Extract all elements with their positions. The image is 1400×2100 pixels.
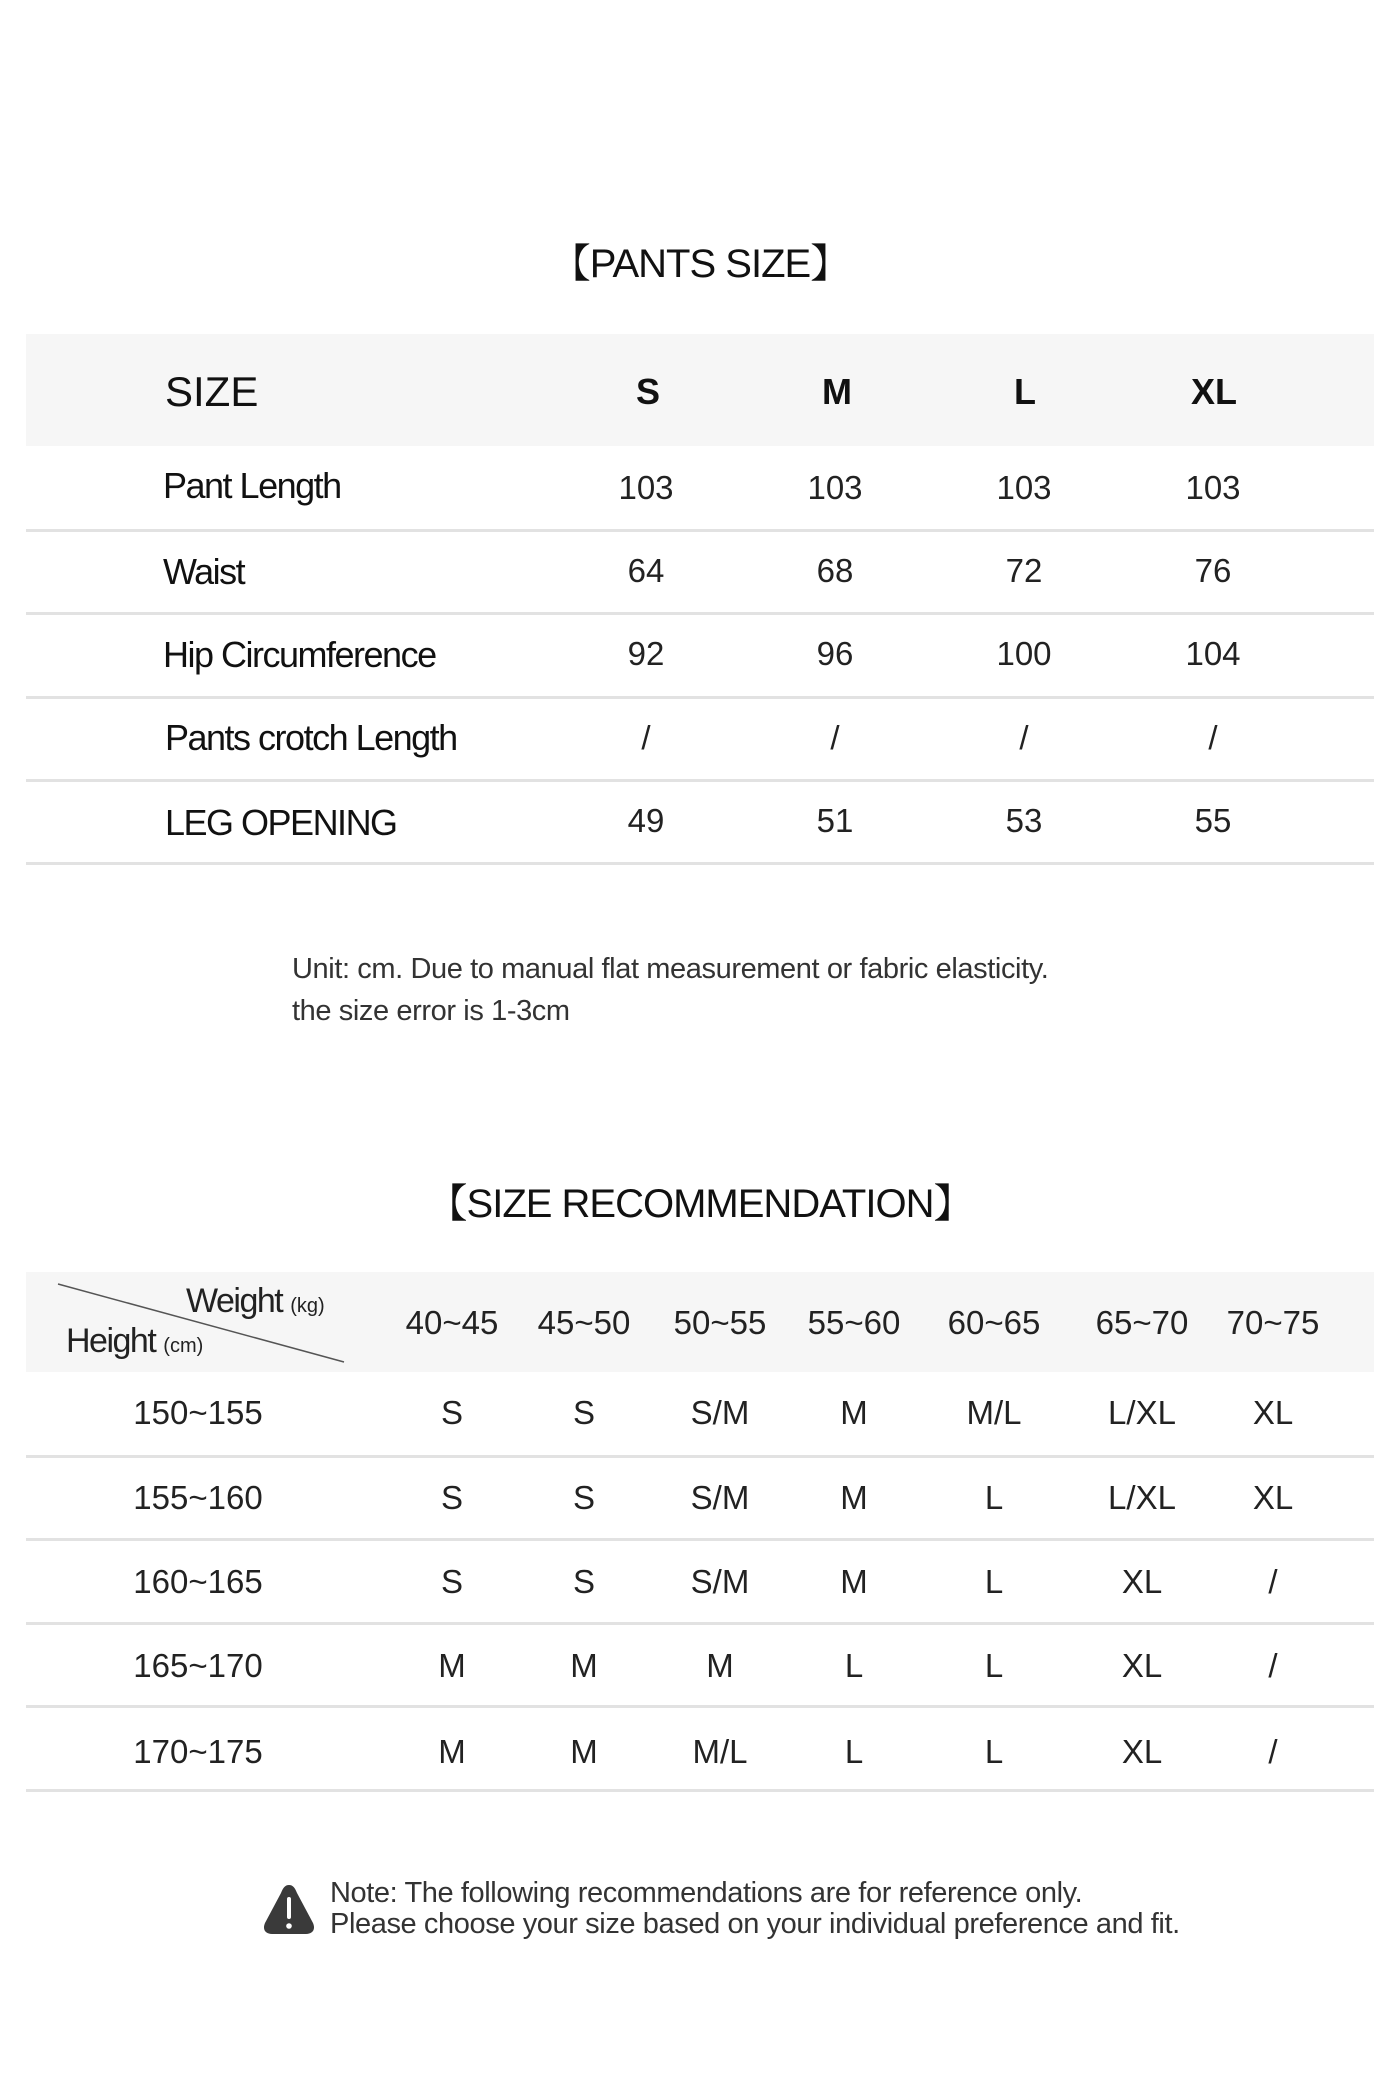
table-cell: M bbox=[840, 1563, 868, 1600]
table-cell: M bbox=[438, 1733, 466, 1770]
measurement-note bbox=[292, 948, 1048, 1032]
height-range-label: 150~155 bbox=[133, 1394, 263, 1431]
table-cell: / bbox=[1268, 1733, 1278, 1770]
row-divider bbox=[26, 696, 1374, 699]
height-range-label: 170~175 bbox=[133, 1733, 263, 1770]
table-cell: M bbox=[706, 1647, 734, 1684]
row-divider bbox=[26, 612, 1374, 615]
table-cell: 103 bbox=[807, 469, 863, 506]
table-cell: M bbox=[438, 1647, 466, 1684]
table-cell: 68 bbox=[816, 552, 854, 589]
measurement-note-line2: the size error is 1-3cm bbox=[292, 995, 570, 1027]
height-range-label: 155~160 bbox=[133, 1479, 263, 1516]
size-header-label: SIZE bbox=[165, 368, 259, 415]
height-axis-label bbox=[66, 1322, 203, 1361]
table-cell: S bbox=[440, 1563, 464, 1600]
row-divider bbox=[26, 1455, 1374, 1458]
table-cell: M bbox=[570, 1733, 598, 1770]
table-cell: / bbox=[1208, 719, 1218, 756]
table-cell: S bbox=[572, 1479, 596, 1516]
weight-range-header: 45~50 bbox=[537, 1304, 631, 1341]
weight-range-header: 65~70 bbox=[1095, 1304, 1189, 1341]
size-header-s: S bbox=[635, 371, 661, 412]
row-divider bbox=[26, 1705, 1374, 1708]
height-range-label: 165~170 bbox=[133, 1647, 263, 1684]
table-cell: M/L bbox=[692, 1733, 748, 1770]
table-cell: S bbox=[440, 1394, 464, 1431]
table-cell: 96 bbox=[816, 635, 854, 672]
size-header-xl: XL bbox=[1190, 371, 1238, 412]
table-cell: S bbox=[440, 1479, 464, 1516]
table-cell: XL bbox=[1121, 1733, 1163, 1770]
weight-unit: (kg) bbox=[290, 1295, 325, 1317]
row-divider bbox=[26, 779, 1374, 782]
table-cell: / bbox=[830, 719, 840, 756]
table-cell: 103 bbox=[996, 469, 1052, 506]
measurement-note-line1: Unit: cm. Due to manual flat measurement or fabric elasticity. bbox=[292, 953, 1049, 985]
table-cell: L bbox=[984, 1479, 1004, 1516]
row-divider bbox=[26, 862, 1374, 865]
table-cell: M bbox=[570, 1647, 598, 1684]
size-header-l: L bbox=[1014, 371, 1036, 412]
table-cell: 53 bbox=[1005, 802, 1043, 839]
pants-size-title: 【PANTS SIZE】 bbox=[550, 242, 850, 286]
table-cell: L/XL bbox=[1108, 1479, 1176, 1516]
row-label-pants-crotch-length: Pants crotch Length bbox=[165, 717, 457, 758]
weight-axis-label bbox=[186, 1282, 325, 1321]
table-cell: M bbox=[840, 1394, 868, 1431]
table-cell: 55 bbox=[1194, 802, 1232, 839]
recommendation-note-line2: Please choose your size based on your individual preference and fit. bbox=[330, 1908, 1180, 1940]
size-header-m: M bbox=[822, 371, 852, 412]
table-cell: 103 bbox=[1185, 469, 1241, 506]
table-cell: / bbox=[1019, 719, 1029, 756]
row-divider bbox=[26, 529, 1374, 532]
height-unit: (cm) bbox=[163, 1335, 204, 1357]
table-cell: 100 bbox=[996, 635, 1052, 672]
row-label-waist: Waist bbox=[163, 551, 245, 592]
recommendation-note-line1: Note: The following recommendations are for reference only. bbox=[330, 1877, 1083, 1909]
corner-header-cell bbox=[26, 1272, 376, 1372]
table-cell: 103 bbox=[618, 469, 674, 506]
row-label-pant-length: Pant Length bbox=[163, 465, 341, 506]
table-cell: S bbox=[572, 1394, 596, 1431]
table-cell: L bbox=[984, 1647, 1004, 1684]
table-cell: M bbox=[840, 1479, 868, 1516]
table-cell: L/XL bbox=[1108, 1394, 1176, 1431]
table-cell: L bbox=[984, 1733, 1004, 1770]
table-cell: / bbox=[1268, 1563, 1278, 1600]
table-cell: XL bbox=[1252, 1479, 1294, 1516]
weight-range-header: 40~45 bbox=[405, 1304, 499, 1341]
size-recommendation-title: 【SIZE RECOMMENDATION】 bbox=[427, 1182, 973, 1226]
table-cell: XL bbox=[1121, 1647, 1163, 1684]
table-cell: L bbox=[844, 1733, 864, 1770]
table-cell: / bbox=[641, 719, 651, 756]
table-cell: 72 bbox=[1005, 552, 1043, 589]
warning-icon bbox=[262, 1883, 316, 1935]
table-cell: 49 bbox=[627, 802, 665, 839]
table-cell: L bbox=[984, 1563, 1004, 1600]
row-divider bbox=[26, 1789, 1374, 1792]
table-cell: S/M bbox=[690, 1479, 750, 1516]
recommendation-note bbox=[330, 1878, 1180, 1940]
table-cell: XL bbox=[1252, 1394, 1294, 1431]
table-cell: XL bbox=[1121, 1563, 1163, 1600]
weight-range-header: 70~75 bbox=[1226, 1304, 1320, 1341]
table-cell: 51 bbox=[816, 802, 854, 839]
table-cell: / bbox=[1268, 1647, 1278, 1684]
table-cell: S bbox=[572, 1563, 596, 1600]
weight-range-header: 55~60 bbox=[807, 1304, 901, 1341]
height-range-label: 160~165 bbox=[133, 1563, 263, 1600]
table-cell: 104 bbox=[1185, 635, 1241, 672]
table-cell: S/M bbox=[690, 1394, 750, 1431]
table-cell: 76 bbox=[1194, 552, 1232, 589]
weight-range-header: 50~55 bbox=[673, 1304, 767, 1341]
height-label: Height bbox=[66, 1322, 156, 1360]
weight-range-header: 60~65 bbox=[947, 1304, 1041, 1341]
table-cell: 64 bbox=[627, 552, 665, 589]
row-label-leg-opening: LEG OPENING bbox=[165, 802, 397, 843]
row-divider bbox=[26, 1622, 1374, 1625]
table-cell: M/L bbox=[966, 1394, 1022, 1431]
table-cell: S/M bbox=[690, 1563, 750, 1600]
weight-label: Weight bbox=[186, 1282, 283, 1320]
row-label-hip-circumference: Hip Circumference bbox=[163, 634, 436, 675]
row-divider bbox=[26, 1538, 1374, 1541]
table-cell: L bbox=[844, 1647, 864, 1684]
table-cell: 92 bbox=[627, 635, 665, 672]
